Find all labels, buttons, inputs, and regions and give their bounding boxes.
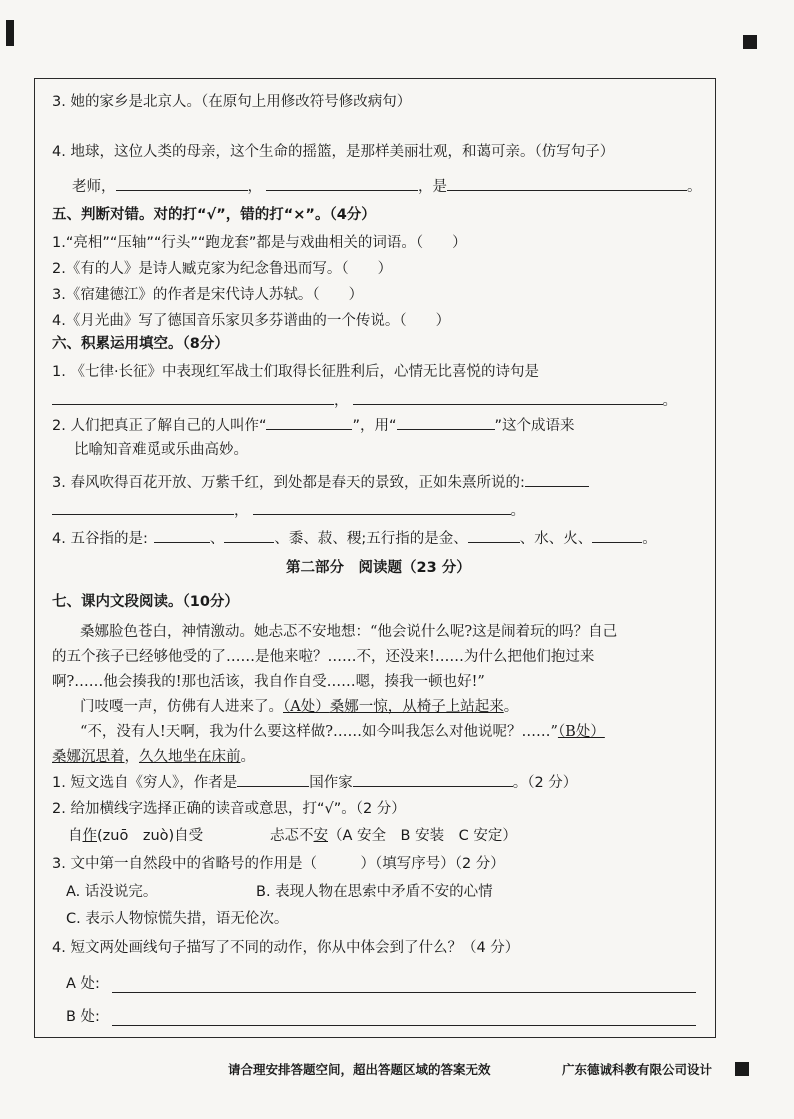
- imitate-is: ，是: [418, 179, 447, 195]
- element-blank-1[interactable]: [468, 528, 520, 543]
- author-country-blank[interactable]: [237, 772, 309, 787]
- passage-p3-line-2: [52, 745, 702, 770]
- passage-b-sentence-1: 桑娜沉思着: [52, 749, 125, 765]
- judge-item-1: 1.“亮相”“压轴”“行头”“跑龙套”都是与戏曲相关的词语。（ ）: [52, 235, 467, 251]
- reading-q2-option-2: [270, 826, 517, 846]
- footer-notice: 请合理安排答题空间，超出答题区域的答案无效: [228, 1062, 491, 1077]
- idiom-blank[interactable]: [397, 415, 495, 430]
- fill-q4-part-e: 。: [642, 531, 657, 547]
- rq1-part-b: 国作家: [309, 775, 353, 791]
- fill-question-2: [52, 415, 575, 436]
- corner-mark-top-left: [6, 20, 14, 46]
- passage-p1-line-1: 桑娜脸色苍白，神情激动。她忐忑不安地想：“他会说什么呢?这是闹着玩的吗？自己: [80, 624, 618, 640]
- passage-p3-comma: ，: [124, 749, 139, 765]
- fill-q2-part-c: ”这个成语来: [494, 418, 575, 434]
- passage-p3-text: “不，没有人!天啊，我为什么要这样做?……如今叫我怎么对他说呢？……”: [80, 724, 558, 740]
- fill-question-3: [52, 472, 589, 493]
- passage-p3-line-1: [52, 720, 702, 745]
- passage-p2-text: 门吱嘎一声，仿佛有人进来了。: [80, 699, 283, 715]
- passage-a-label: （A处）: [283, 699, 330, 715]
- footer-designer: 广东德诚科教有限公司设计: [562, 1062, 713, 1077]
- passage-p1-line-2: 的五个孩子已经够他受的了……是他来啦？……不，还没来!……为什么把他们抱过来: [52, 649, 595, 665]
- rq2-opt2-text-a: 忐忑不: [270, 828, 314, 844]
- spring-blank-2[interactable]: [52, 500, 234, 515]
- element-blank-2[interactable]: [592, 528, 642, 543]
- fill-question-4: [52, 528, 657, 549]
- judge-item-3: 3.《宿建德江》的作者是宋代诗人苏轼。（ ）: [52, 287, 364, 303]
- reading-q2-option-1: [68, 826, 203, 846]
- section-7-title: 七、课内文段阅读。（10分）: [52, 594, 239, 610]
- answer-a-label: A 处:: [66, 976, 100, 992]
- passage-b-label: （B处）: [557, 724, 605, 740]
- grain-blank-1[interactable]: [154, 528, 210, 543]
- question-3-misc: 3. 她的家乡是北京人。（在原句上用修改符号修改病句）: [52, 94, 412, 110]
- judge-item-4: 4.《月光曲》写了德国音乐家贝多芬谱曲的一个传说。（ ）: [52, 313, 451, 329]
- spring-period: 。: [510, 503, 525, 519]
- spring-blank-1[interactable]: [525, 472, 589, 487]
- section-5-title: 五、判断对错。对的打“√”，错的打“×”。（4分）: [52, 207, 376, 223]
- fill-question-2-cont: 比喻知音难觅或乐曲高妙。: [74, 442, 248, 458]
- reading-q3-option-a: A. 话没说完。: [66, 884, 158, 900]
- passage-p2: [52, 695, 702, 720]
- rq1-part-c: 。（2 分）: [512, 775, 578, 791]
- imitate-blank-1[interactable]: [116, 176, 248, 191]
- rq1-part-a: 1. 短文选自《穷人》，作者是: [52, 775, 238, 791]
- grain-blank-2[interactable]: [224, 528, 274, 543]
- corner-mark-top-right: [743, 35, 757, 49]
- fill-question-1: 1. 《七律·长征》中表现红军战士们取得长征胜利后，心情无比喜悦的诗句是: [52, 364, 540, 380]
- passage-b-sentence-2: 久久地坐在床前: [139, 749, 241, 765]
- poem-comma: ，: [334, 393, 349, 409]
- reading-passage: [52, 620, 702, 770]
- imitate-start: 老师，: [72, 179, 116, 195]
- rq2-opt2-underlined: 安: [313, 828, 328, 844]
- passage-p3-end: 。: [240, 749, 255, 765]
- passage-p1-line-3: 啊?……他会揍我的!那也活该，我自作自受……嗯，揍我一顿也好!”: [52, 674, 485, 690]
- fill-q4-part-a: 4. 五谷指的是:: [52, 531, 148, 547]
- fill-q3-text: 3. 春风吹得百花开放、万紫千红，到处都是春天的景致，正如朱熹所说的:: [52, 475, 525, 491]
- rq2-opt2-text-b: （A 安全 B 安装 C 安定）: [328, 828, 517, 844]
- answer-b-line[interactable]: [112, 1025, 696, 1026]
- judge-item-2: 2.《有的人》是诗人臧克家为纪念鲁迅而写。（ ）: [52, 261, 393, 277]
- zhiyin-blank[interactable]: [266, 415, 352, 430]
- reading-question-3: 3. 文中第一自然段中的省略号的作用是（ ）（填写序号）（2 分）: [52, 856, 505, 872]
- answer-a-line[interactable]: [112, 992, 696, 993]
- rq2-opt1-text-a: 自: [68, 828, 83, 844]
- fill-q4-sep: 、: [209, 531, 225, 547]
- imitate-end: 。: [687, 179, 702, 195]
- poem-blank-1[interactable]: [52, 390, 334, 405]
- rq2-opt1-text-b: (zuō zuò)自受: [97, 828, 204, 844]
- rq2-opt1-underlined: 作: [82, 828, 97, 844]
- reading-question-4: 4. 短文两处画线句子描写了不同的动作，你从中体会到了什么？（4 分）: [52, 940, 520, 956]
- corner-mark-bottom-right: [735, 1062, 749, 1076]
- spring-comma: ，: [234, 503, 249, 519]
- imitate-blank-3[interactable]: [447, 176, 687, 191]
- fill-question-3-answers: [52, 500, 525, 521]
- fill-q2-part-a: 2. 人们把真正了解自己的人叫作“: [52, 418, 267, 434]
- imitate-comma: ，: [247, 179, 262, 195]
- poem-blank-2[interactable]: [353, 390, 663, 405]
- fill-q2-part-b: ”，用“: [352, 418, 397, 434]
- author-name-blank[interactable]: [353, 772, 513, 787]
- reading-q3-option-c: C. 表示人物惊慌失措，语无伦次。: [66, 911, 289, 927]
- passage-p2-end: 。: [503, 699, 519, 715]
- section-6-title: 六、积累运用填空。（8分）: [52, 336, 229, 352]
- question-4-misc: 4. 地球，这位人类的母亲，这个生命的摇篮，是那样美丽壮观，和蔼可亲。（仿写句子）: [52, 144, 615, 160]
- part-2-title: 第二部分 阅读题（23 分）: [286, 560, 471, 576]
- reading-q3-option-b: B. 表现人物在思索中矛盾不安的心情: [256, 884, 493, 900]
- poem-period: 。: [662, 393, 677, 409]
- fill-q4-part-d: 、水、火、: [519, 531, 593, 547]
- reading-question-2: 2. 给加横线字选择正确的读音或意思，打“√”。（2 分）: [52, 801, 406, 817]
- imitate-sentence-row: [72, 176, 702, 197]
- passage-a-sentence: 桑娜一惊，从椅子上站起来: [329, 699, 504, 715]
- imitate-blank-2[interactable]: [266, 176, 418, 191]
- reading-question-1: [52, 772, 577, 793]
- fill-q4-part-c: 、黍、菽、稷;五行指的是金、: [274, 531, 468, 547]
- fill-question-1-answers: [52, 390, 677, 411]
- answer-b-label: B 处:: [66, 1009, 100, 1025]
- spring-blank-3[interactable]: [253, 500, 511, 515]
